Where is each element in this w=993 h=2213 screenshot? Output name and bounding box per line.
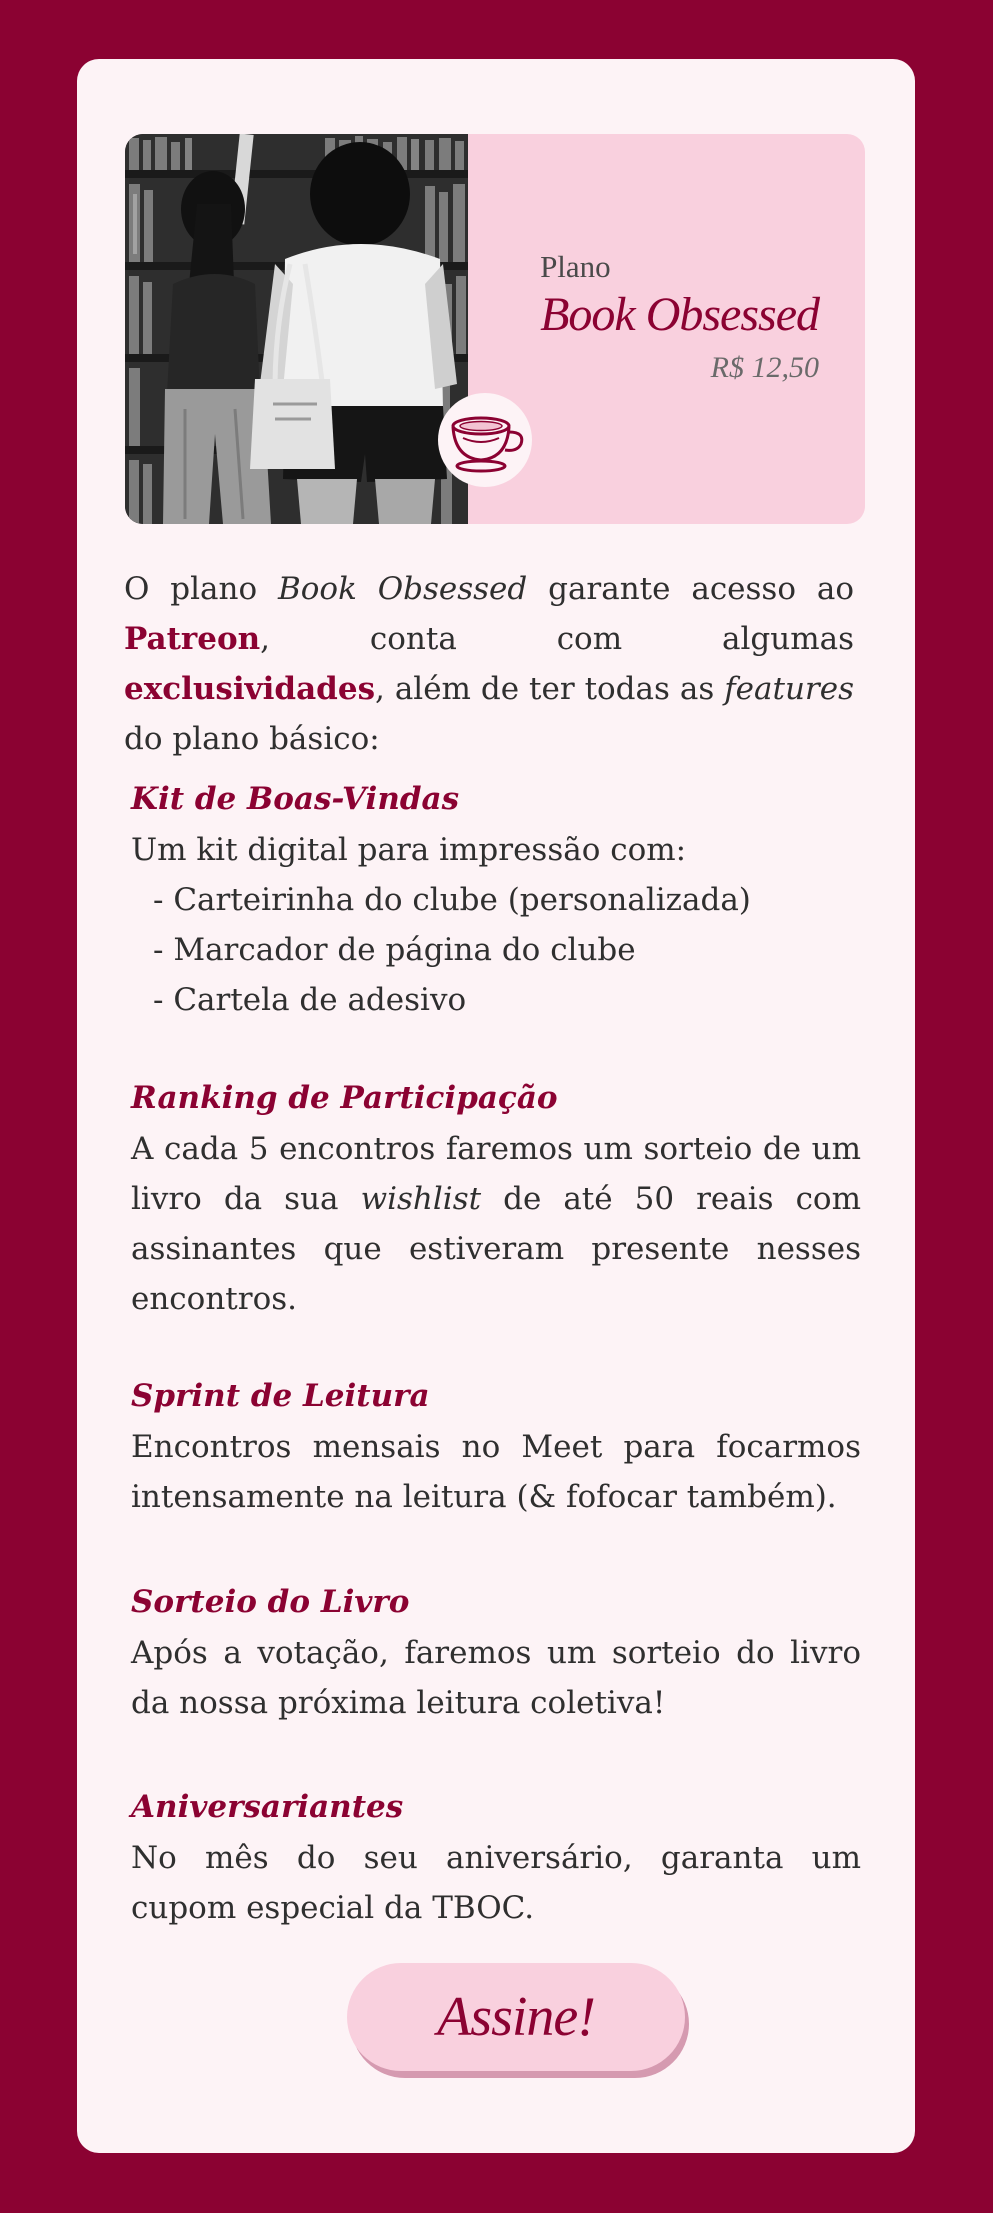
kit-item-list	[131, 875, 861, 1025]
plan-description	[124, 564, 854, 764]
plan-price: R$ 12,50	[710, 351, 819, 384]
ranking-text-1: A cada 5 encontros faremos um sorteio de um livro da sua	[131, 1131, 861, 1217]
bookstore-photo	[125, 134, 468, 524]
section-kit-text: Um kit digital para impressão com:	[131, 832, 687, 868]
intro-plan-name: Book Obsessed	[277, 571, 528, 607]
plan-card	[77, 59, 915, 2153]
exclusivities-highlight: exclusividades	[124, 671, 376, 707]
intro-text-2: garante acesso ao	[527, 571, 854, 607]
section-aniversario-title: Aniversariantes	[131, 1789, 404, 1825]
intro-text-4: , além de ter todas as	[375, 671, 725, 707]
bookstore-photo-image	[125, 134, 468, 524]
intro-text-1: O plano	[124, 571, 278, 607]
plan-label: Plano	[540, 249, 611, 284]
plan-info	[540, 249, 819, 385]
section-ranking-text	[131, 1124, 861, 1324]
intro-features-word: features	[724, 671, 854, 707]
plan-header	[125, 134, 865, 524]
teacup-icon	[437, 392, 533, 488]
section-sorteio	[131, 1576, 861, 1728]
patreon-highlight: Patreon	[124, 621, 261, 657]
section-sorteio-text: Após a votação, faremos um sorteio do livro da nossa próxima leitura coletiva!	[131, 1635, 861, 1721]
kit-item: - Cartela de adesivo	[153, 982, 467, 1018]
ranking-text-2: de até 50 reais com assinantes que estiveram presente nesses encontros.	[131, 1181, 861, 1317]
section-ranking-title: Ranking de Participação	[131, 1080, 558, 1116]
ranking-wishlist-word: wishlist	[360, 1181, 482, 1217]
section-ranking	[131, 1072, 861, 1324]
kit-item: - Carteirinha do clube (personalizada)	[153, 882, 751, 918]
section-sprint-title: Sprint de Leitura	[131, 1378, 430, 1414]
intro-text-3: , conta com algumas	[260, 621, 854, 657]
section-sprint	[131, 1370, 861, 1522]
subscribe-button[interactable]: Assine!	[347, 1963, 685, 2071]
section-sorteio-title: Sorteio do Livro	[131, 1584, 410, 1620]
section-kit	[131, 773, 861, 1025]
kit-item: - Marcador de página do clube	[153, 932, 636, 968]
section-aniversario	[131, 1781, 861, 1933]
section-aniversario-text: No mês do seu aniversário, garanta um cupom especial da TBOC.	[131, 1840, 861, 1926]
intro-text-5: do plano básico:	[124, 721, 380, 757]
plan-name: Book Obsessed	[540, 288, 819, 341]
section-sprint-text: Encontros mensais no Meet para focarmos intensamente na leitura (& fofocar também).	[131, 1429, 861, 1515]
section-kit-title: Kit de Boas-Vindas	[131, 781, 460, 817]
